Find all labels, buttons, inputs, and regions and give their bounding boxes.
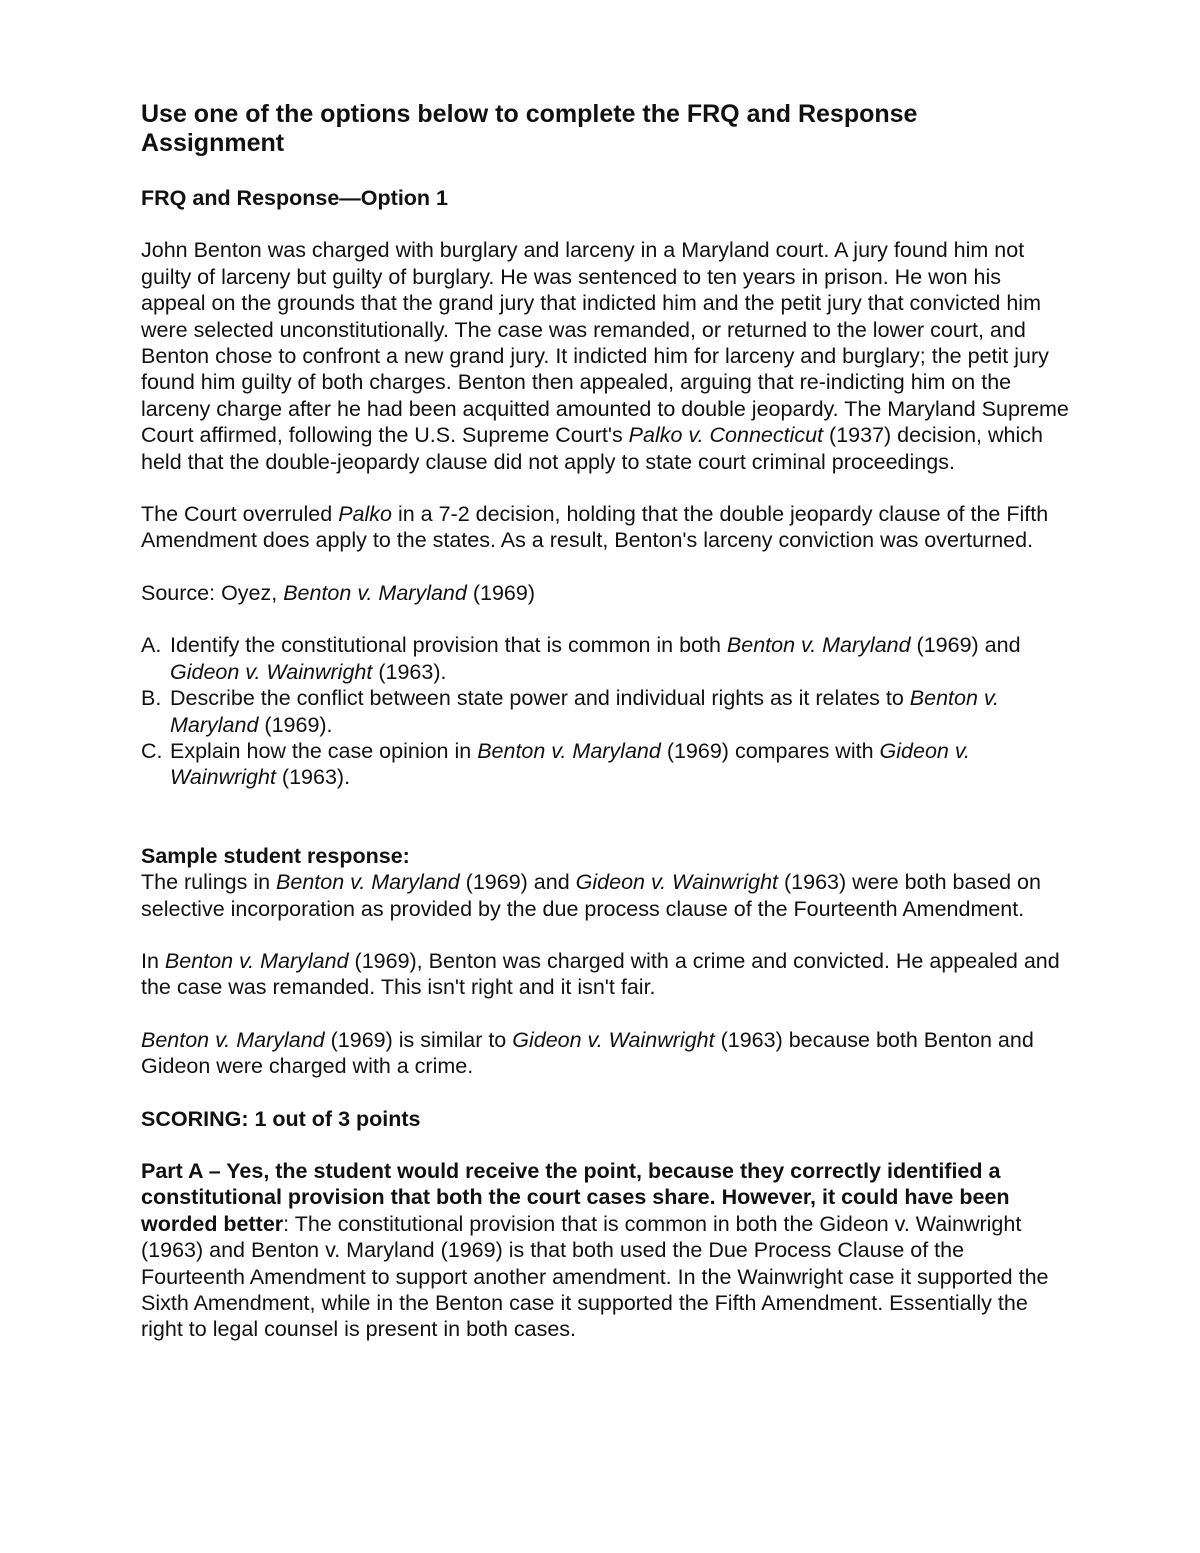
question-c: C. Explain how the case opinion in Benton v. Maryland (1969) compares with Gideon v. Wainwright (1963). — [141, 738, 970, 790]
question-list — [141, 632, 1071, 790]
option-heading: FRQ and Response—Option 1 — [141, 186, 448, 210]
sample-response-heading: Sample student response: — [141, 843, 410, 868]
case-name: Palko — [338, 502, 392, 527]
document-page — [141, 100, 1071, 1343]
sample-response-paragraph-1: The rulings in Benton v. Maryland (1969) and Gideon v. Wainwright (1963) were both based on selective incorporation as provided by the due process clause of the Fourteenth Amendment. — [141, 870, 1041, 921]
scoring-part-a: Part A – Yes, the student would receive the point, because they correctly identified a constitutional provision that both the court cases share. However, it could have been worded better: The constitutional provision that is common in both the Gideon v. Wainwright (1963) and Benton v. Maryland (1969) is that both used the Due Process Clause of the Fourteenth Amendment to support another amendment. In the Wainwright case it supported the Sixth Amendment, while in the Benton case it supported the Fifth Amendment. Essentially the right to legal counsel is present in both cases. — [141, 1158, 1049, 1342]
case-name: Palko v. Connecticut — [628, 423, 824, 448]
source-citation: Source: Oyez, Benton v. Maryland (1969) — [141, 580, 535, 605]
sample-response-paragraph-2: In Benton v. Maryland (1969), Benton was charged with a crime and convicted. He appealed and the case was remanded. This isn't right and it isn't fair. — [141, 948, 1060, 1000]
question-marker: A. — [141, 633, 162, 658]
question-a: A. Identify the constitutional provision that is common in both Benton v. Maryland (1969) and Gideon v. Wainwright (1963). — [141, 633, 1021, 684]
page-title-line-1: Use one of the options below to complete the FRQ and Response — [141, 100, 918, 128]
case-name: Benton v. Maryland — [283, 580, 467, 605]
question-b: B. Describe the conflict between state power and individual rights as it relates to Benton v. Maryland (1969). — [141, 686, 1000, 737]
scoring-heading: SCORING: 1 out of 3 points — [141, 1106, 421, 1131]
question-marker: B. — [141, 686, 162, 711]
scenario-paragraph-1: John Benton was charged with burglary and larceny in a Maryland court. A jury found him not guilty of larceny but guilty of burglary. He was sentenced to ten years in prison. He won his appeal on the grounds that the grand jury that indicted him and the petit jury that convicted him were selected unconstitutionally. The case was remanded, or returned to the lower court, and Benton chose to confront a new grand jury. It indicted him for larceny and burglary; the petit jury found him guilty of both charges. Benton then appealed, arguing that re-indicting him on the larceny charge after he had been acquitted amounted to double jeopardy. The Maryland Supreme Court affirmed, following the U.S. Supreme Court's Palko v. Connecticut (1937) decision, which held that the double-jeopardy clause did not apply to state court criminal proceedings. — [141, 238, 1069, 474]
sample-response-paragraph-3: Benton v. Maryland (1969) is similar to Gideon v. Wainwright (1963) because both Benton and Gideon were charged with a crime. — [141, 1027, 1034, 1079]
page-title — [141, 100, 1071, 158]
scenario-paragraph-2: The Court overruled Palko in a 7-2 decision, holding that the double jeopardy clause of the Fifth Amendment does apply to the states. As a result, Benton's larceny conviction was overturned. — [141, 502, 1049, 553]
page-title-line-2: Assignment — [141, 129, 285, 157]
question-marker: C. — [141, 738, 163, 763]
